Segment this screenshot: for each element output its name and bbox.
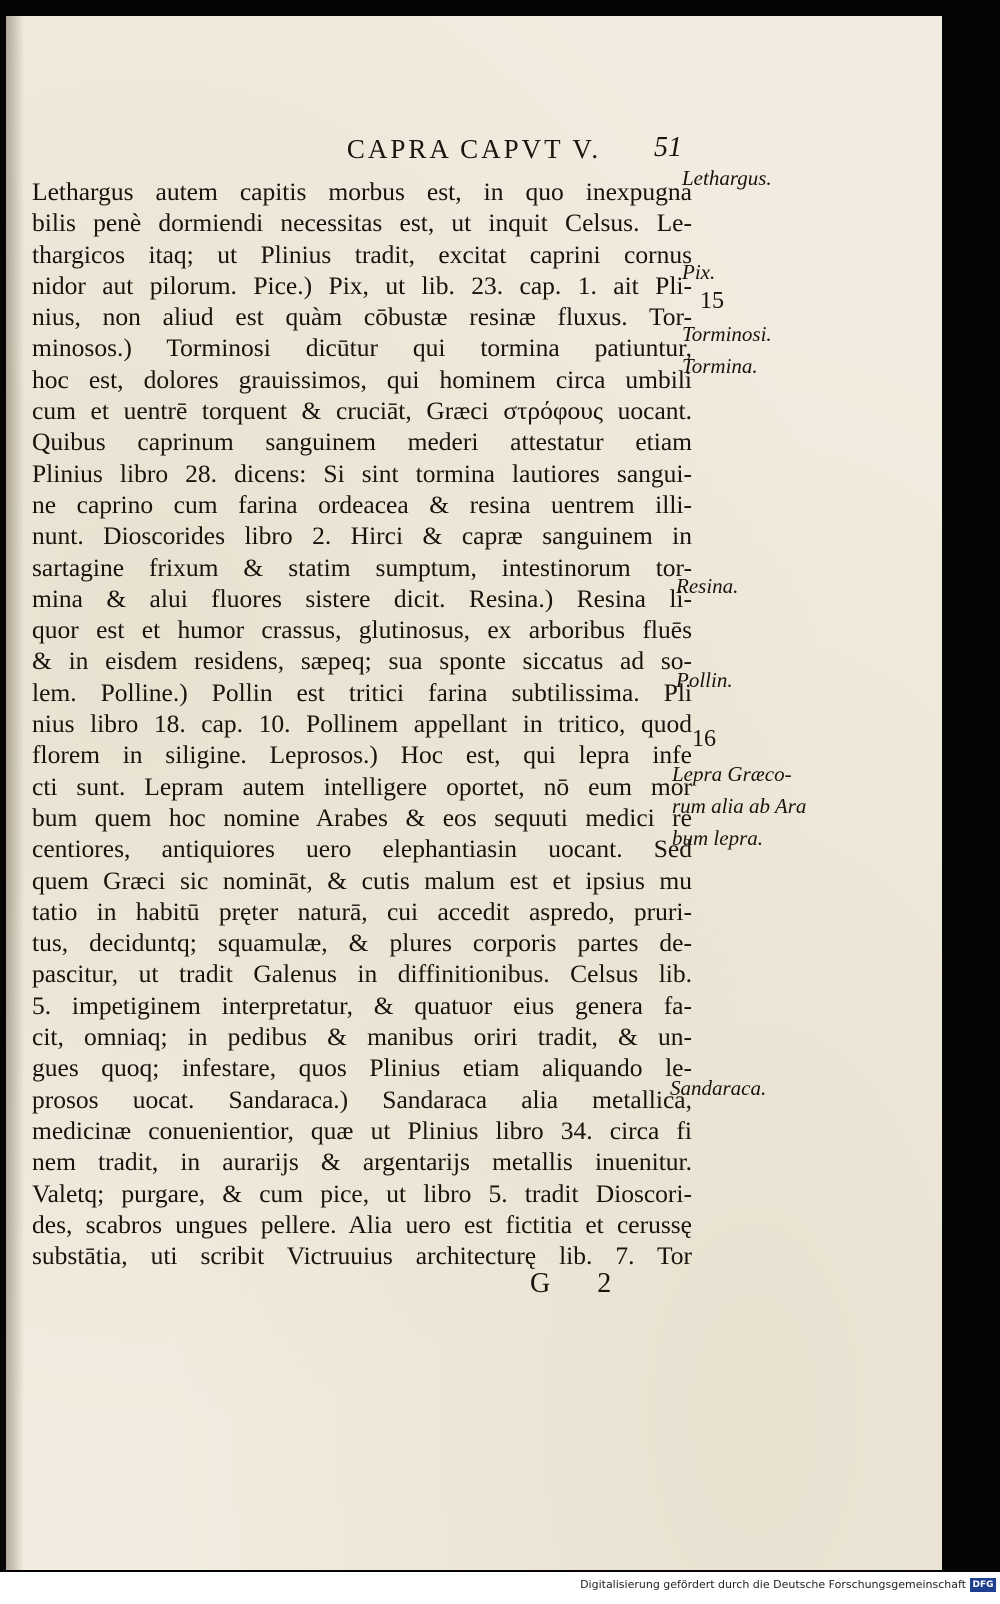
text-line: Valetq; purgare, & cum pice, ut libro 5. tradit Dioscori- <box>32 1178 692 1208</box>
text-line: substātia, uti scribit Victruuius architecturę lib. 7. Tor <box>32 1241 692 1271</box>
main-text <box>32 176 692 1271</box>
page-number: 51 <box>654 132 682 163</box>
text-line: Quibus caprinum sanguinem mederi attestatur etiam <box>32 427 692 457</box>
margin-note-lepra-2: rum alia ab Ara <box>672 794 807 818</box>
text-line: lem. Polline.) Pollin est tritici farina subtilissima. Pli <box>32 677 692 707</box>
text-line: sartagine frixum & statim sumptum, intestinorum tor- <box>32 552 692 582</box>
margin-note-resina: Resina. <box>676 574 739 598</box>
book-page <box>6 16 942 1570</box>
text-line: nidor aut pilorum. Pice.) Pix, ut lib. 23. cap. 1. ait Pli- <box>32 270 692 300</box>
text-line: pascitur, ut tradit Galenus in diffinitionibus. Celsus lib. <box>32 959 692 989</box>
gutter-shadow <box>6 16 24 1570</box>
signature-mark: G 2 <box>530 1268 632 1299</box>
text-line: des, scabros ungues pellere. Alia uero est fictitia et cerussę <box>32 1209 692 1239</box>
margin-note-pollin: Pollin. <box>676 668 733 692</box>
margin-note-torminosi: Torminosi. <box>682 322 772 346</box>
margin-note-pix: Pix. <box>682 260 716 284</box>
text-line: Lethargus autem capitis morbus est, in quo inexpugna <box>32 177 692 206</box>
text-line: thargicos itaq; ut Plinius tradit, excitat caprini cornus <box>32 239 692 269</box>
text-line: cum et uentrē torquent & cruciāt, Græci στρόφους uocant. <box>32 396 692 426</box>
text-line: quor est et humor crassus, glutinosus, ex arboribus fluēs <box>32 615 692 645</box>
margin-note-tormina: Tormina. <box>682 354 758 378</box>
text-line: 5. impetiginem interpretatur, & quatuor eius genera fa- <box>32 990 692 1020</box>
running-head: CAPRA CAPVT V. <box>346 134 602 164</box>
margin-note-sandaraca: Sandaraca. <box>670 1076 767 1100</box>
text-line: cti sunt. Lepram autem intelligere oportet, nō eum mor <box>32 771 692 801</box>
text-line: prosos uocat. Sandaraca.) Sandaraca alia metallica, <box>32 1084 692 1114</box>
text-line: bilis penè dormiendi necessitas est, ut inquit Celsus. Le- <box>32 208 692 238</box>
margin-note-lethargus: Lethargus. <box>682 166 772 190</box>
text-line: Plinius libro 28. dicens: Si sint tormina lautiores sangui- <box>32 458 692 488</box>
text-line: medicinæ conuenientior, quæ ut Plinius libro 34. circa fi <box>32 1115 692 1145</box>
text-line: bum quem hoc nomine Arabes & eos sequuti medici re <box>32 802 692 832</box>
margin-number-16: 16 <box>692 726 716 752</box>
text-line: gues quoq; infestare, quos Plinius etiam aliquando le- <box>32 1053 692 1083</box>
text-line: ne caprino cum farina ordeacea & resina uentrem illi- <box>32 489 692 519</box>
text-line: centiores, antiquiores uero elephantiasin uocant. Sed <box>32 834 692 864</box>
text-line: nius, non aliud est quàm cōbustæ resinæ fluxus. Tor- <box>32 302 692 332</box>
text-line: nius libro 18. cap. 10. Pollinem appellant in tritico, quod <box>32 709 692 739</box>
dfg-logo-icon: DFG <box>970 1578 996 1592</box>
text-line: florem in siligine. Leprosos.) Hoc est, qui lepra infe <box>32 740 692 770</box>
text-line: quem Græci sic nomināt, & cutis malum est et ipsius mu <box>32 865 692 895</box>
text-line: hoc est, dolores grauissimos, qui hominem circa umbili <box>32 364 692 394</box>
text-line: tus, deciduntq; squamulæ, & plures corporis partes de- <box>32 928 692 958</box>
text-line: tatio in habitū pręter naturā, cui accedit aspredo, pruri- <box>32 896 692 926</box>
text-line: minosos.) Torminosi dicūtur qui tormina patiuntur, <box>32 333 692 363</box>
margin-number-15: 15 <box>700 288 724 314</box>
margin-note-lepra-3: bum lepra. <box>672 826 763 850</box>
text-line: & in eisdem residens, sæpeq; sua sponte siccatus ad so- <box>32 646 692 676</box>
footer-credit: Digitalisierung gefördert durch die Deutsche Forschungsgemeinschaft <box>580 1578 966 1591</box>
text-line: nem tradit, in aurarijs & argentarijs metallis inuenitur. <box>32 1147 692 1177</box>
text-line: cit, omniaq; in pedibus & manibus oriri tradit, & un- <box>32 1022 692 1052</box>
margin-note-lepra-1: Lepra Græco- <box>672 762 792 786</box>
text-line: nunt. Dioscorides libro 2. Hirci & capræ sanguinem in <box>32 521 692 551</box>
text-line: mina & alui fluores sistere dicit. Resina.) Resina li- <box>32 583 692 613</box>
